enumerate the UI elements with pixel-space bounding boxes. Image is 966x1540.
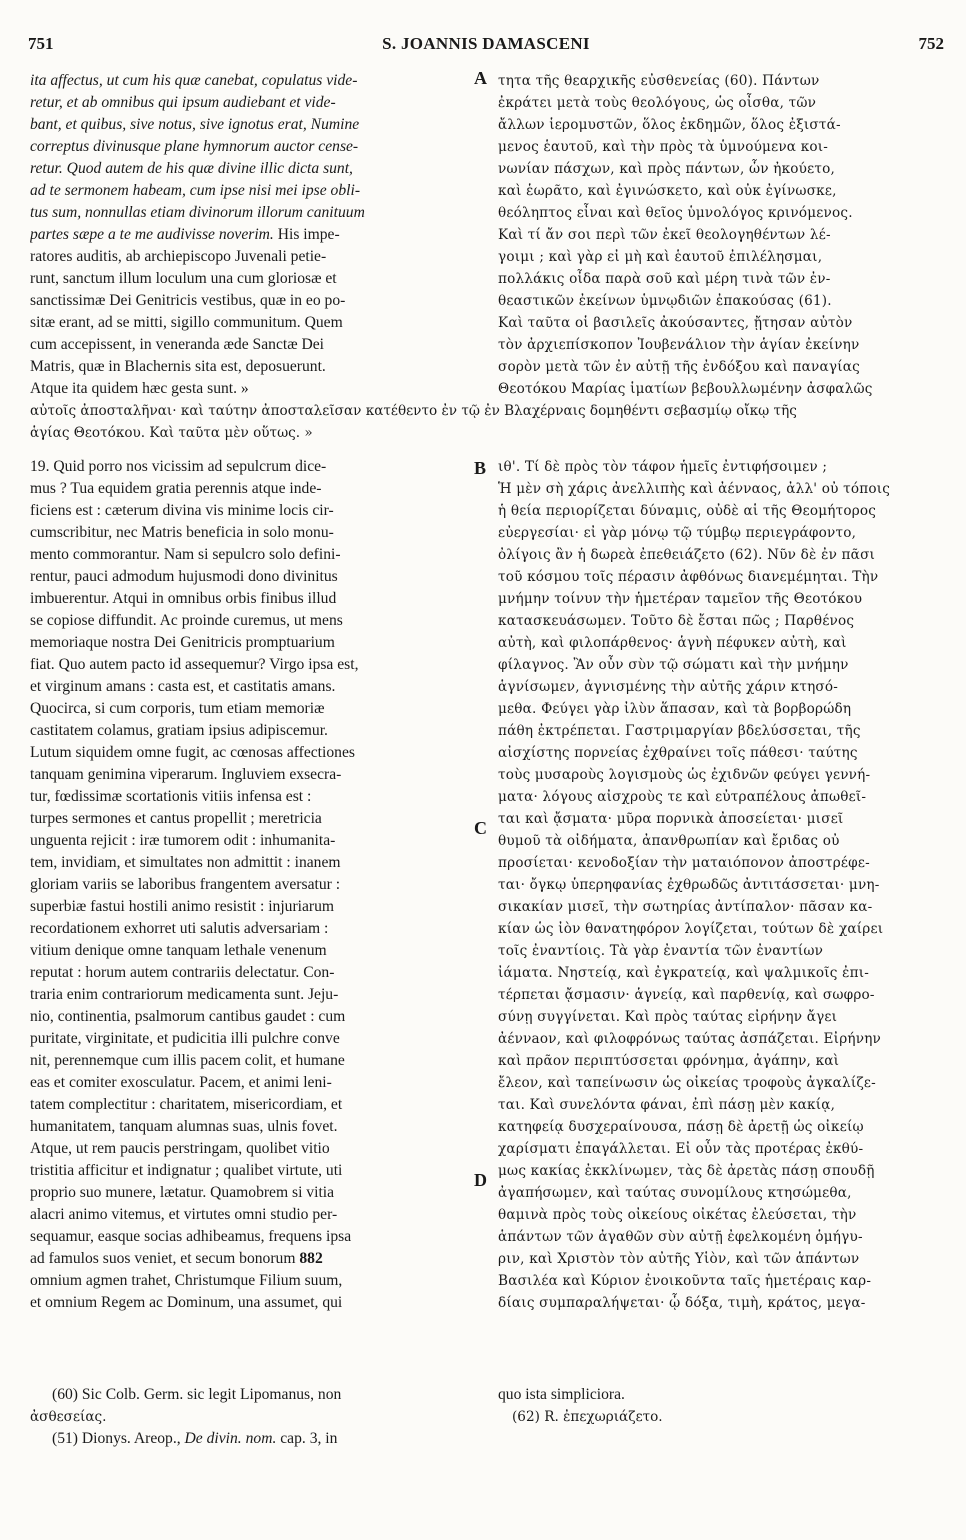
latin-text-line (30, 224, 470, 246)
footnote-60-cont (30, 1406, 106, 1428)
greek-text-line: ριν, καὶ Χριστὸν τὸν αὐτῆς Υἱὸν, καὶ τῶν ἁπάντων (498, 1251, 860, 1267)
latin-text-line: fiat. Quo autem pacto id assequemur? Virgo ipsa est, (30, 656, 359, 673)
latin-text-line: omnium agmen trahet, Christumque Filium suum, (30, 1272, 343, 1289)
greek-text-line: γοιμι ; καὶ γὰρ εἰ μὴ καὶ ἑαυτοῦ ἐπιλέλησμαι, (498, 249, 823, 265)
margin-mark-b: B (474, 458, 487, 478)
latin-text-line: retur, et ab omnibus qui ipsum audiebant et vide- (30, 94, 336, 111)
greek-text-line: ται καὶ ᾄσματα· μῦρα πορνικὰ ἀποσείεται· μισεῖ (498, 811, 844, 827)
latin-text-line: unguenta rejicit : iræ tumorem odit : inhumanita- (30, 832, 336, 849)
latin-text-line: ficiens est : cæterum divina vis minime locis cir- (30, 502, 334, 519)
greek-text-line: τητα τῆς θεαρχικῆς εὐσθενείας (60). Πάντων (498, 73, 820, 89)
latin-text-line: Matris, quæ in Blachernis sita est, deposuerunt. (30, 358, 326, 375)
greek-text-line: τοῦ κόσμου τοῖς πέρασιν ἀφθόνως διανεμέμηται. Τὴν (498, 569, 879, 585)
latin-text-line: eas et comiter exosculatur. Pacem, et animi leni- (30, 1074, 332, 1091)
latin-text-line: memoriaque nostra Dei Genitricis promptuarium (30, 634, 335, 651)
footnote-61-author: (51) Dionys. Areop., (52, 1430, 185, 1447)
latin-text-line: et virginum amans : casta est, et castitatis amans. (30, 678, 336, 695)
margin-mark-d: D (474, 1170, 487, 1190)
latin-text-line: nio, continentia, psalmorum cantibus gaudet : cum (30, 1008, 346, 1025)
greek-text-line: ἀγαπήσωμεν, καὶ ταύτας συνομίλους κτησώμεθα, (498, 1185, 852, 1201)
latin-text-line: et omnium Regem ac Dominum, una assumet, qui (30, 1294, 343, 1311)
running-title: S. JOANNIS DAMASCENI (382, 34, 590, 53)
latin-text-line: Atque, ut rem paucis perstringam, quolibet vitio (30, 1140, 330, 1157)
greek-text-line: θεόληπτος εἶναι καὶ θεῖος ὑμνολόγος κρινόμενος. (498, 205, 853, 221)
greek-text-line: αὐτὴ, καὶ φιλοπάρθενος· ἁγνὴ πέφυκεν αὐτὴ, καὶ (498, 635, 847, 651)
latin-text-line: mus ? Tua equidem gratia perennis atque inde- (30, 480, 322, 497)
greek-text-line: καὶ ἑωρᾶτο, καὶ ἐγινώσκετο, καὶ οὐκ ἐγίνωσκε, (498, 183, 837, 199)
greek-text-line: κατασκευάσωμεν. Τοῦτο δὲ ἔσται πῶς ; Παρθένος (498, 613, 855, 629)
greek-text-line: σορὸν μετὰ τῶν ἐν αὐτῇ τῆς ἐνδόξου καὶ παναγίας (498, 359, 860, 375)
latin-column-main (30, 456, 470, 1314)
latin-text-line: puritate, virginitate, et pudicitia illi pulchre conve (30, 1030, 340, 1047)
latin-text-line: ad famulos suos veniet, et secum bonorum 882 (30, 1250, 323, 1267)
latin-text-line: runt, sanctum illum loculum una cum gloriosæ et (30, 270, 337, 287)
greek-text-line: Καὶ ταῦτα οἱ βασιλεῖς ἀκούσαντες, ᾔτησαν αὐτὸν (498, 315, 853, 331)
greek-text-line: κατηφείᾳ δυσχεραίνουσα, πάσῃ δὲ ἀρετῇ ὡς οἰκείῳ (498, 1119, 864, 1135)
greek-text-line: ἁπάντων τῶν ἀγαθῶν σὺν αὐτῇ ἐφελκομένη ὁμήγυ- (498, 1229, 863, 1245)
latin-text-line: cumscribitur, nec Matris beneficia in solo monu- (30, 524, 334, 541)
footnote-continuation: quo ista simpliciora. (498, 1386, 625, 1403)
latin-text-line: ita affectus, ut cum his quæ canebat, copulatus vide- (30, 72, 358, 89)
greek-text-line: σικακίαν μισεῖ, τὴν σωτηρίας ἀντίπαλον· πᾶσαν κα- (498, 899, 873, 915)
greek-text-line: ἡ θεία περιορίζεται δύναμις, οὐδὲ αἱ τῆς Θεομήτορος (498, 503, 877, 519)
greek-text-line: χαρίσματι ἐπαγάλλεται. Εἰ οὖν τὰς προτέρας ἐκθύ- (498, 1141, 864, 1157)
latin-text-line: tur, fœdissimæ scortationis vitiis infensa est : (30, 788, 312, 805)
latin-text-line: tus sum, nonnullas etiam divinorum illorum canituum (30, 204, 365, 221)
greek-text-line: ἔλεον, καὶ ταπείνωσιν ὡς οἰκείας τροφοὺς ἀγκαλίζε- (498, 1075, 876, 1091)
latin-text-line: humanitatem, tanquam alumnas suas, ulnis fovet. (30, 1118, 338, 1135)
greek-text-line: καὶ πρᾶον περιπτύσσεται φρόνημα, ἀγάπην, καὶ (498, 1053, 840, 1069)
latin-text-line: alacri animo vitemus, et virtutes omni studio per- (30, 1206, 338, 1223)
latin-text-line: vitium denique omne tanquam lethale venenum (30, 942, 327, 959)
page-header (28, 34, 944, 58)
greek-text-line: μως κακίας ἐκκλίνωμεν, τὰς δὲ ἀρετὰς πάσῃ σπουδῇ (498, 1163, 875, 1179)
latin-text-line: tristitia afficitur et indignatur ; qualibet virtute, uti (30, 1162, 343, 1179)
greek-text-line: ματα· λόγους αἰσχροὺς τε καὶ εὐτραπέλους ἀπωθεῖ- (498, 789, 867, 805)
latin-column-top (30, 70, 470, 400)
greek-text-line: Καὶ τί ἄν σοι περὶ τῶν ἐκεῖ θεολογηθέντων λέ- (498, 227, 831, 243)
greek-text-line: ται. Καὶ συνελόντα φάναι, ἐπὶ πάσῃ μὲν κακίᾳ, (498, 1097, 836, 1113)
greek-text-line: πάθη ἐκτρέπεται. Γαστριμαργίαν βδελύσσεται, τῆς (498, 723, 861, 739)
greek-text-line: τοῖς ἐναντίοις. Τὰ γὰρ ἐναντία τῶν ἐναντίων (498, 943, 824, 959)
greek-text-line: θεαστικῶν ἐκείνων ὑμνῳδιῶν ἐπακούσας (61). (498, 293, 832, 309)
latin-text-line: gloriam variis se laboribus frangentem aversatur : (30, 876, 341, 893)
greek-text-line: ἰάματα. Νηστείᾳ, καὶ ἐγκρατείᾳ, καὶ ψαλμικοῖς ἐπι- (498, 965, 870, 981)
latin-text-line: cum accepissent, in veneranda æde Sanctæ Dei (30, 336, 325, 353)
latin-text-line: tatem complectitur : charitatem, misericordiam, et (30, 1096, 343, 1113)
latin-text-line: sequamur, easque socias adhibeamus, frequens ipsa (30, 1228, 352, 1245)
greek-text-line: νωνίαν πάσχων, καὶ πρὸς πάντων, ὧν ἠκούετο, (498, 161, 836, 177)
footnote-60 (52, 1384, 341, 1406)
latin-text-line: sanctissimæ Dei Genitricis vestibus, quæ in eo po- (30, 292, 346, 309)
full-width-line-1: αὐτοῖς ἀποσταλῆναι· καὶ ταύτην ἀποσταλεῖσαν κατέθεντο ἐν τῷ ἐν Βλαχέρναις δομηθέντι σεβασμίῳ οἴκῳ τῆς (30, 403, 797, 419)
greek-text-line: τὸν ἀρχιεπίσκοπον Ἰουβενάλιον τὴν ἁγίαν ἐκείνην (498, 337, 860, 353)
greek-text-line: ἐκράτει μετὰ τοὺς θεολόγους, ὡς οἶσθα, τῶν (498, 95, 817, 111)
greek-text-line: σύνῃ συγγίνεται. Καὶ πρὸς ταύτας εἰρήνην ἄγει (498, 1009, 838, 1025)
latin-text-line: Quocirca, si cum corporis, tum etiam memoriæ (30, 700, 325, 717)
greek-text-line: Θεοτόκου Μαρίας ἱματίων βεβουλλωμένην ἀσφαλῶς (498, 381, 873, 397)
latin-text-line: 19. Quid porro nos vicissim ad sepulcrum dice- (30, 458, 327, 475)
margin-mark-a: A (474, 68, 487, 88)
greek-text-line: πολλάκις οἶδα παρὰ σοῦ καὶ μέρη τινὰ τῶν ἐν- (498, 271, 831, 287)
latin-text-line: imbuerentur. Atqui in omnibus orbis finibus illud (30, 590, 337, 607)
greek-text-line: μενος ἑαυτοῦ, καὶ τὴν πρὸς τὰ ὑμνούμενα κοι- (498, 139, 829, 155)
greek-text-line: ιθ'. Τί δὲ πρὸς τὸν τάφον ἡμεῖς ἐντιφήσοιμεν ; (498, 459, 828, 475)
greek-text-line: ὀλίγοις ἂν ἡ δωρεὰ ἐπεθειάζετο (62). Νῦν δὲ ἐν πᾶσι (498, 547, 876, 563)
latin-text-line: retur. Quod autem de his quæ divine illic dicta sunt, (30, 160, 353, 177)
latin-text-line: rentur, pauci admodum hujusmodi dono divinitus (30, 568, 338, 585)
greek-text-line: ται· ὄγκῳ ὑπερηφανίας ἐχθρωδῶς ἀντιτάσσεται· μνη- (498, 877, 880, 893)
latin-text-line: reputat : horum autem contrariis delectatur. Con- (30, 964, 335, 981)
latin-text-line: ratores auditis, ab archiepiscopo Juvenali petie- (30, 248, 327, 265)
left-page-number: 751 (28, 34, 54, 53)
full-width-line-2: ἁγίας Θεοτόκου. Καὶ ταῦτα μὲν οὕτως. » (30, 425, 313, 441)
greek-text-line: τέρπεται ᾄσμασιν· ἁγνείᾳ, καὶ παρθενίᾳ, καὶ σωφρο- (498, 987, 875, 1003)
greek-text-line: εὐεργεσίαι· εἰ γὰρ μόνῳ τῷ τύμβῳ περιεγράφοντο, (498, 525, 857, 541)
greek-text-line: μνήμην τοίνυν τὴν ἡμετέραν ταμεῖον τῆς Θεοτόκου (498, 591, 863, 607)
latin-italic-segment: partes sæpe a te me audivisse noverim. (30, 226, 278, 243)
latin-text-line: tanquam genimina viperarum. Ingluviem exsecra- (30, 766, 342, 783)
greek-text-line: προσίεται· κενοδοξίαν τὴν ματαιόπονον ἀποστρέφε- (498, 855, 870, 871)
footnote-60-greek: ἀσθεσείας. (30, 1409, 107, 1425)
greek-column-top (498, 70, 938, 400)
footnote-60-text: (60) Sic Colb. Germ. sic legit Lipomanus, non (52, 1386, 342, 1403)
greek-text-line: μεθα. Φεύγει γὰρ ἰλὺν ἅπασαν, καὶ τὰ βορβορώδη (498, 701, 852, 717)
latin-text-line: superbiæ fastui hostili animo resistit : injuriarum (30, 898, 335, 915)
greek-text-line: ἁγνίσωμεν, ἁγνισμένης τὴν αὐτῆς χάριν κτησό- (498, 679, 839, 695)
latin-text-line: tem, invidiam, et simultates non admittit : inanem (30, 854, 341, 871)
latin-text-line: recordationem exhorret uti salutis adversariam : (30, 920, 329, 937)
greek-text-line: τοὺς μυσαροὺς λογισμοὺς ὡς ἐχιδνῶν φεύγει γεννή- (498, 767, 871, 783)
latin-text-line: correptus divinusque plane hymnorum auctor cense- (30, 138, 359, 155)
latin-text-line: ad te sermonem habeam, cum ipse nisi mei ipse obli- (30, 182, 361, 199)
footnote-62-text: (62) R. ἐπεχωριάζετο. (512, 1409, 663, 1425)
greek-text-line: ἄλλων ἱερομυστῶν, ὅλος ἐκδημῶν, ὅλος ἐξιστά- (498, 117, 841, 133)
greek-text-line: θαμινὰ πρὸς τοὺς οἰκείους οἰκέτας ἐλεύσεται, τὴν (498, 1207, 857, 1223)
latin-text-line: mento commorantur. Nam si sepulcro solo defini- (30, 546, 341, 563)
latin-text-line: nit, perennemque cum illis pacem colit, et humane (30, 1052, 345, 1069)
latin-text-line: Lutum siquidem omne fugit, ac cœnosas affectiones (30, 744, 355, 761)
footnote-61-work: De divin. nom. (184, 1430, 277, 1447)
latin-text-line: traria enim contrariorum medicamenta sunt. Jeju- (30, 986, 339, 1003)
latin-text-line: bant, et quibus, sive notus, sive ignotus erat, Numine (30, 116, 360, 133)
greek-text-line: αἰσχίστης πορνείας ἐχθραίνει τοῖς πάθεσι· ταύτης (498, 745, 858, 761)
footnote-61 (52, 1428, 337, 1450)
latin-text-line: castitatem colamus, gratiam ipsius adipiscemur. (30, 722, 328, 739)
latin-text-line: sitæ erant, ad se mitti, sigillo communitum. Quem (30, 314, 343, 331)
footnote-62 (512, 1406, 663, 1428)
latin-text-line: turpes sermones et cantus propellit ; meretricia (30, 810, 322, 827)
latin-text-line: Atque ita quidem hæc gesta sunt. » (30, 380, 249, 397)
greek-text-line: φίλαγνος. Ἂν οὖν σὺν τῷ σώματι καὶ τὴν μνήμην (498, 657, 849, 673)
greek-column-main (498, 456, 938, 1314)
greek-text-line: θυμοῦ τὰ οἰδήματα, ἀπανθρωπίαν καὶ ἔριδας οὐ (498, 833, 840, 849)
greek-text-line: κίαν ὡς ἰὸν θανατηφόρον λογίζεται, τούτων δὲ χαίρει (498, 921, 884, 937)
latin-text-line: proprio suo munere, lætatur. Quamobrem si vitia (30, 1184, 335, 1201)
greek-text-line: ἀέννaον, καὶ φιλοφρόνως ταύτας ἀσπάζεται. Εἰρήνην (498, 1031, 882, 1047)
greek-text-line: Βασιλέα καὶ Κύριον ἐνοικοῦντα ταῖς ἡμετέραις καρ- (498, 1273, 872, 1289)
greek-text-line: Ἡ μὲν σὴ χάρις ἀνελλιπὴς καὶ ἀένναος, ἀλλ' οὐ τόποις (498, 481, 891, 497)
latin-roman-segment: His impe- (277, 226, 340, 243)
greek-text-line: δίαις συμπαραλήψεται· ᾧ δόξα, τιμὴ, κράτος, μεγα- (498, 1295, 866, 1311)
latin-text-line: se copiose diffundit. Ac proinde curemus, ut mens (30, 612, 343, 629)
margin-mark-c: C (474, 818, 487, 838)
column-number: 882 (299, 1250, 323, 1267)
right-page-number: 752 (918, 34, 944, 53)
footnote-61-ref: cap. 3, in (276, 1430, 338, 1447)
